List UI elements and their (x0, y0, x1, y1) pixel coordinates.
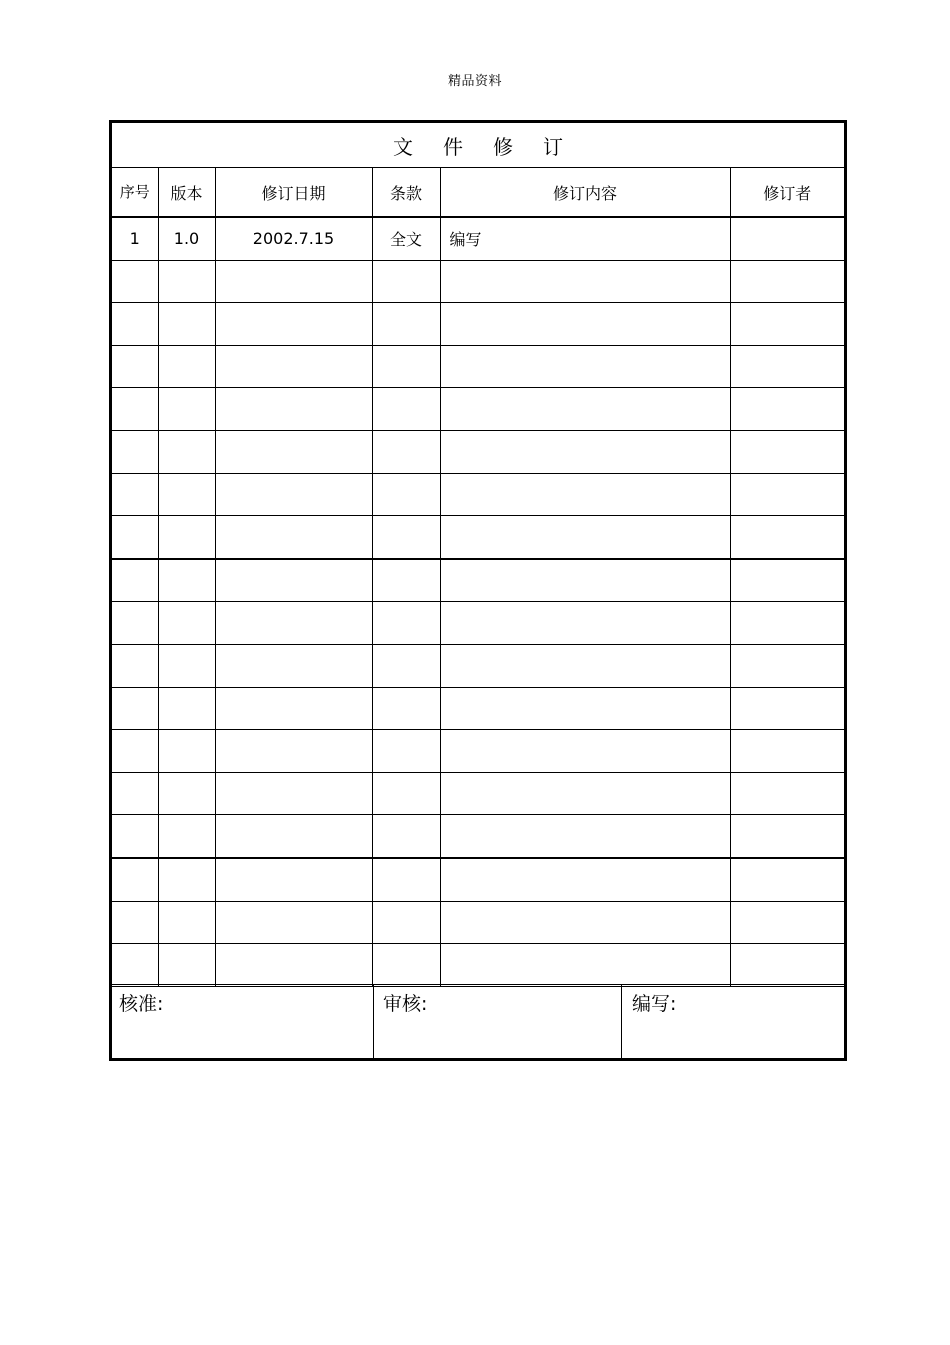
cell-version (158, 687, 215, 730)
cell-content (440, 559, 730, 602)
cell-version (158, 901, 215, 944)
cell-version (158, 772, 215, 815)
cell-date (215, 345, 372, 388)
cell-date (215, 901, 372, 944)
revision-form (109, 120, 847, 1061)
table-row (112, 559, 844, 602)
cell-reviser (730, 730, 844, 773)
cell-date (215, 858, 372, 901)
cell-seq (112, 644, 158, 687)
table-row (112, 687, 844, 730)
cell-reviser (730, 430, 844, 473)
cell-reviser (730, 772, 844, 815)
signature-row (112, 984, 844, 1059)
cell-date (215, 260, 372, 303)
review-field: 审核: (374, 985, 622, 1059)
cell-reviser (730, 815, 844, 858)
cell-date (215, 772, 372, 815)
table-row (112, 260, 844, 303)
cell-content (440, 687, 730, 730)
table-row (112, 430, 844, 473)
write-field: 编写: (632, 993, 677, 1015)
cell-reviser (730, 559, 844, 602)
cell-seq (112, 687, 158, 730)
cell-version (158, 944, 215, 987)
cell-version (158, 644, 215, 687)
cell-seq (112, 345, 158, 388)
cell-reviser (730, 303, 844, 346)
cell-version (158, 430, 215, 473)
cell-version (158, 559, 215, 602)
page-header: 精品资料 (447, 74, 502, 89)
cell-seq: 1 (112, 217, 158, 260)
cell-date (215, 644, 372, 687)
table-row (112, 901, 844, 944)
cell-clause (372, 687, 440, 730)
cell-seq (112, 260, 158, 303)
cell-reviser (730, 687, 844, 730)
table-row (112, 388, 844, 431)
cell-date (215, 559, 372, 602)
cell-content (440, 944, 730, 987)
cell-reviser (730, 473, 844, 516)
revision-table (112, 123, 844, 987)
cell-seq (112, 901, 158, 944)
header-reviser: 修订者 (730, 168, 844, 218)
cell-content (440, 602, 730, 645)
cell-version (158, 602, 215, 645)
cell-reviser (730, 858, 844, 901)
cell-date (215, 388, 372, 431)
table-row (112, 516, 844, 559)
cell-clause (372, 602, 440, 645)
cell-clause (372, 730, 440, 773)
cell-version (158, 388, 215, 431)
cell-clause (372, 303, 440, 346)
cell-version (158, 516, 215, 559)
header-row (112, 168, 844, 218)
cell-clause (372, 858, 440, 901)
cell-clause: 全文 (372, 217, 440, 260)
cell-reviser (730, 260, 844, 303)
cell-seq (112, 516, 158, 559)
cell-seq (112, 559, 158, 602)
cell-seq (112, 430, 158, 473)
table-row (112, 730, 844, 773)
approve-field: 核准: (112, 985, 374, 1059)
header-content: 修订内容 (440, 168, 730, 218)
cell-reviser (730, 388, 844, 431)
cell-clause (372, 901, 440, 944)
cell-content (440, 303, 730, 346)
cell-clause (372, 944, 440, 987)
cell-version (158, 303, 215, 346)
cell-seq (112, 730, 158, 773)
cell-reviser (730, 602, 844, 645)
cell-seq (112, 602, 158, 645)
cell-clause (372, 559, 440, 602)
cell-date (215, 687, 372, 730)
cell-content (440, 901, 730, 944)
cell-content (440, 644, 730, 687)
cell-content (440, 815, 730, 858)
cell-reviser (730, 901, 844, 944)
cell-reviser (730, 217, 844, 260)
table-row (112, 345, 844, 388)
table-row (112, 217, 844, 260)
header-seq: 序号 (112, 168, 158, 218)
cell-version (158, 730, 215, 773)
cell-date (215, 944, 372, 987)
cell-date (215, 516, 372, 559)
header-version: 版本 (158, 168, 215, 218)
cell-seq (112, 858, 158, 901)
table-row (112, 473, 844, 516)
cell-content (440, 858, 730, 901)
cell-content (440, 345, 730, 388)
cell-clause (372, 644, 440, 687)
header-date: 修订日期 (215, 168, 372, 218)
cell-reviser (730, 516, 844, 559)
cell-clause (372, 430, 440, 473)
header-clause: 条款 (372, 168, 440, 218)
cell-seq (112, 473, 158, 516)
cell-clause (372, 516, 440, 559)
cell-clause (372, 772, 440, 815)
table-row (112, 303, 844, 346)
cell-content (440, 772, 730, 815)
cell-version (158, 815, 215, 858)
cell-content (440, 516, 730, 559)
cell-date (215, 602, 372, 645)
cell-clause (372, 260, 440, 303)
cell-seq (112, 303, 158, 346)
cell-clause (372, 815, 440, 858)
cell-version (158, 260, 215, 303)
cell-content (440, 473, 730, 516)
cell-seq (112, 815, 158, 858)
cell-date (215, 430, 372, 473)
cell-content (440, 388, 730, 431)
table-row (112, 602, 844, 645)
table-row (112, 944, 844, 987)
cell-seq (112, 944, 158, 987)
table-title: 文件修订 (112, 123, 844, 168)
cell-content (440, 730, 730, 773)
cell-version (158, 473, 215, 516)
cell-content: 编写 (440, 217, 730, 260)
cell-date (215, 730, 372, 773)
table-row (112, 772, 844, 815)
cell-reviser (730, 944, 844, 987)
cell-content (440, 430, 730, 473)
table-row (112, 815, 844, 858)
cell-clause (372, 473, 440, 516)
cell-seq (112, 388, 158, 431)
cell-date (215, 303, 372, 346)
cell-clause (372, 345, 440, 388)
cell-date: 2002.7.15 (215, 217, 372, 260)
cell-date (215, 815, 372, 858)
table-row (112, 858, 844, 901)
cell-content (440, 260, 730, 303)
cell-version: 1.0 (158, 217, 215, 260)
cell-version (158, 858, 215, 901)
cell-version (158, 345, 215, 388)
cell-reviser (730, 644, 844, 687)
cell-date (215, 473, 372, 516)
cell-seq (112, 772, 158, 815)
cell-clause (372, 388, 440, 431)
cell-reviser (730, 345, 844, 388)
table-row (112, 644, 844, 687)
